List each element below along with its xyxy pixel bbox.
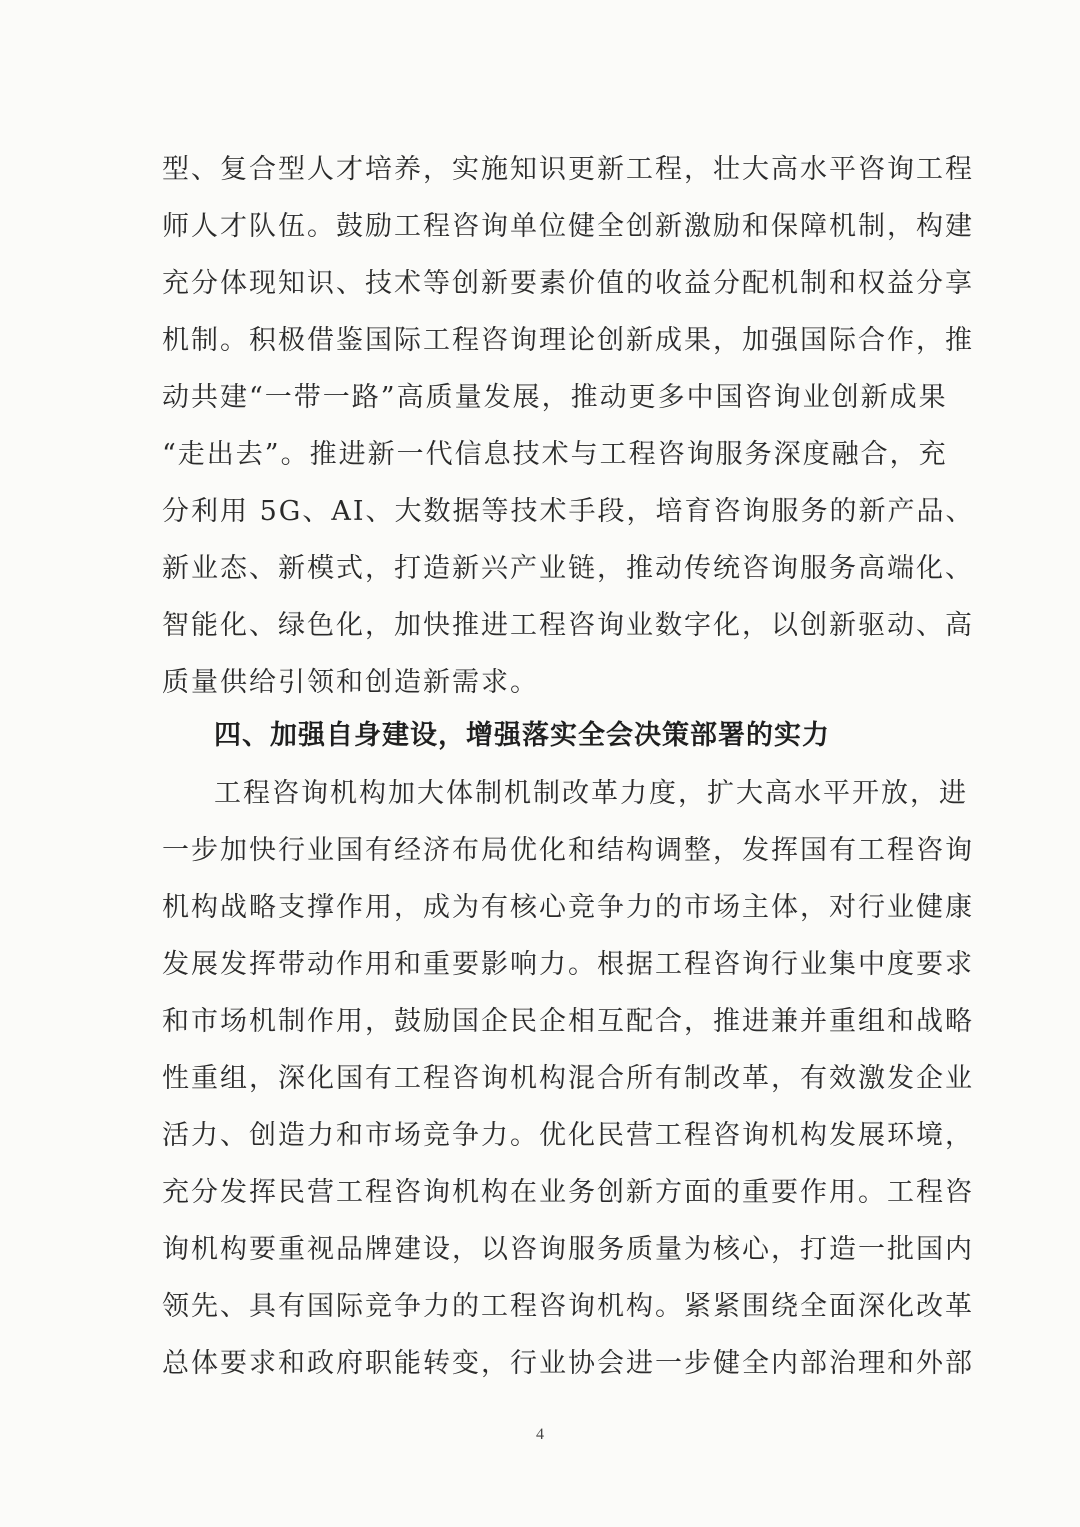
paragraph-line: 总体要求和政府职能转变，行业协会进一步健全内部治理和外部 [162,1348,974,1379]
paragraph-line: 机制。积极借鉴国际工程咨询理论创新成果，加强国际合作，推 [162,325,974,356]
paragraph-line: 一步加快行业国有经济布局优化和结构调整，发挥国有工程咨询 [162,835,974,866]
paragraph-line: 和市场机制作用，鼓励国企民企相互配合，推进兼并重组和战略 [162,1006,974,1037]
paragraph-line: 智能化、绿色化，加快推进工程咨询业数字化，以创新驱动、高 [162,610,974,641]
paragraph-line: 分利用 5G、AI、大数据等技术手段，培育咨询服务的新产品、 [162,496,975,527]
paragraph-line: 机构战略支撑作用，成为有核心竞争力的市场主体，对行业健康 [162,892,974,923]
paragraph-line: 发展发挥带动作用和重要影响力。根据工程咨询行业集中度要求 [162,949,974,980]
paragraph-line: “走出去”。推进新一代信息技术与工程咨询服务深度融合，充 [162,439,948,470]
paragraph-line: 活力、创造力和市场竞争力。优化民营工程咨询机构发展环境， [162,1120,974,1151]
paragraph-line: 型、复合型人才培养，实施知识更新工程，壮大高水平咨询工程 [162,154,974,185]
paragraph-line: 师人才队伍。鼓励工程咨询单位健全创新激励和保障机制，构建 [162,211,974,242]
paragraph-line: 新业态、新模式，打造新兴产业链，推动传统咨询服务高端化、 [162,553,974,584]
paragraph-line: 询机构要重视品牌建设，以咨询服务质量为核心，打造一批国内 [162,1234,974,1265]
paragraph-line: 充分体现知识、技术等创新要素价值的收益分配机制和权益分享 [162,268,974,299]
paragraph-line: 充分发挥民营工程咨询机构在业务创新方面的重要作用。工程咨 [162,1177,974,1208]
paragraph-line-indented: 工程咨询机构加大体制机制改革力度，扩大高水平开放，进 [214,778,968,809]
section-heading: 四、加强自身建设，增强落实全会决策部署的实力 [214,720,830,751]
paragraph-line: 领先、具有国际竞争力的工程咨询机构。紧紧围绕全面深化改革 [162,1291,974,1322]
page-number: 4 [536,1426,544,1443]
paragraph-line: 性重组，深化国有工程咨询机构混合所有制改革，有效激发企业 [162,1063,974,1094]
paragraph-line: 质量供给引领和创造新需求。 [162,667,539,698]
paragraph-line: 动共建“一带一路”高质量发展，推动更多中国咨询业创新成果 [162,382,948,413]
